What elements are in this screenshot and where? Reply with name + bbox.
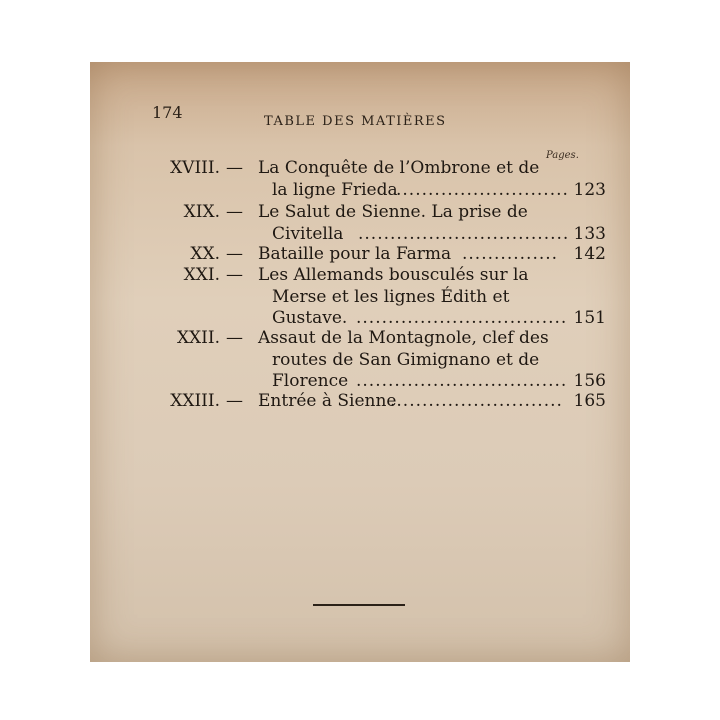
entry-dash: — xyxy=(226,391,243,411)
chapter-title-line: Les Allemands bousculés sur la xyxy=(258,265,529,285)
page-number: 174 xyxy=(152,103,183,122)
table-of-contents xyxy=(90,62,630,662)
leader-dots: ................................. xyxy=(358,224,570,244)
entry-dash: — xyxy=(226,158,243,178)
page-reference: 142 xyxy=(573,244,606,264)
chapter-numeral: XVIII. xyxy=(170,158,220,178)
chapter-numeral: XXI. xyxy=(183,265,220,285)
leader-dots: ............... xyxy=(462,244,559,264)
chapter-title-line: routes de San Gimignano et de xyxy=(272,350,540,370)
entry-dash: — xyxy=(226,328,243,348)
chapter-title-line: Gustave. xyxy=(272,308,348,328)
page-reference: 151 xyxy=(573,308,606,328)
entry-dash: — xyxy=(226,202,243,222)
leader-dots: ........................... xyxy=(396,180,569,200)
chapter-title-line: Bataille pour la Farma xyxy=(258,244,452,264)
leader-dots: ................................. xyxy=(356,308,568,328)
chapter-numeral: XXIII. xyxy=(170,391,220,411)
chapter-title-line: Merse et les lignes Édith et xyxy=(272,287,510,307)
page-reference: 123 xyxy=(573,180,606,200)
leader-dots: ........................... xyxy=(390,391,563,411)
chapter-numeral: XX. xyxy=(190,244,220,264)
page-reference: 133 xyxy=(573,224,606,244)
pages-column-label: Pages. xyxy=(546,150,579,161)
chapter-title-line: Assaut de la Montagnole, clef des xyxy=(258,328,549,348)
page-reference: 165 xyxy=(573,391,606,411)
chapter-title-line: la ligne Frieda xyxy=(272,180,398,200)
chapter-numeral: XIX. xyxy=(183,202,220,222)
chapter-title-line: Florence xyxy=(272,371,349,391)
entry-dash: — xyxy=(226,244,243,264)
book-page xyxy=(90,62,630,662)
chapter-title-line: Entrée à Sienne xyxy=(258,391,397,411)
chapter-title-line: La Conquête de l’Ombrone et de xyxy=(258,158,540,178)
chapter-numeral: XXII. xyxy=(176,328,220,348)
entry-dash: — xyxy=(226,265,243,285)
chapter-title-line: Civitella xyxy=(272,224,344,244)
closing-rule xyxy=(313,604,405,606)
leader-dots: ................................. xyxy=(356,371,568,391)
running-title: TABLE DES MATIÈRES xyxy=(264,114,447,129)
chapter-title-line: Le Salut de Sienne. La prise de xyxy=(258,202,528,222)
page-reference: 156 xyxy=(573,371,606,391)
